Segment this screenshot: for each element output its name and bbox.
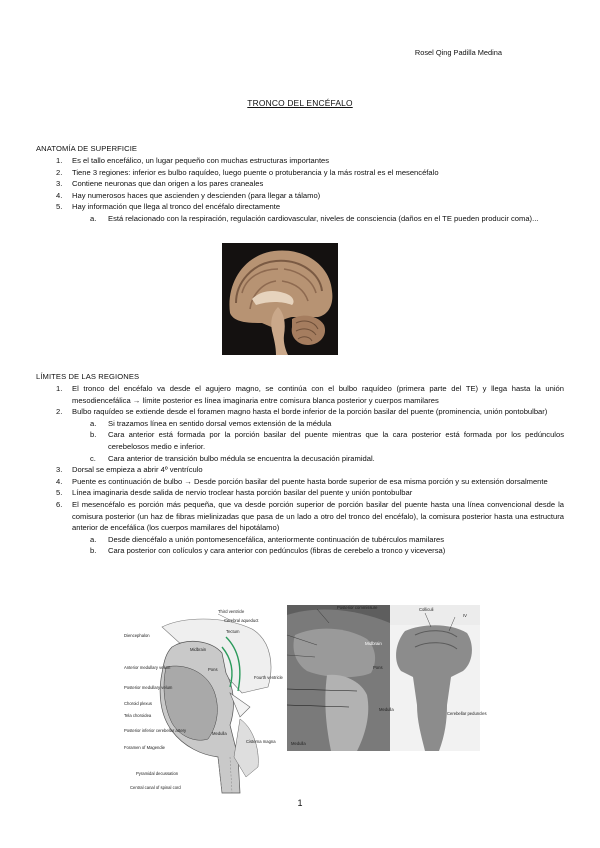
label-pons-photo: Pons (373, 665, 383, 670)
list-item: 6. El mesencéfalo es porción más pequeña, que va desde porción superior de porción basilar del puente hasta una línea convencional desde la comisura posterior (un haz de fibras mielinizadas que pasa de un lado a otro del tronco del encéfalo), la comisura posterior hasta una estructura anterior de encefálica (los cuerpos mamilares del hipotálamo) (56, 499, 564, 533)
label-posterior-medullary-velum: Posterior medullary velum (124, 685, 173, 690)
list-item: 1. Es el tallo encefálico, un lugar pequeño con muchas estructuras importantes (56, 156, 330, 165)
label-diencephalon: Diencephalon (124, 633, 150, 638)
sub-list-item: c. Cara anterior de transición bulbo médula se encuentra la decusación piramidal. (90, 453, 375, 463)
list-item: 3. Dorsal se empieza a abrir 4º ventrículo (56, 465, 203, 475)
brain-sagittal-photo (222, 243, 338, 355)
label-cerebellar-peduncles: Cerebellar peduncles (447, 711, 487, 716)
brainstem-sagittal-diagram (122, 607, 283, 793)
sub-list-item: b. Cara posterior con colículos y cara anterior con pedúnculos (fibras de cerebelo a tronco y viceversa) (90, 546, 446, 556)
limites-list (56, 383, 564, 557)
label-anterior-medullary-velum: Anterior medullary velum (124, 665, 171, 670)
label-fourth-ventricle: Fourth ventricle (254, 675, 283, 680)
page-title: TRONCO DEL ENCÉFALO (247, 98, 353, 108)
sub-list-item: a. Está relacionado con la respiración, regulación cardiovascular, niveles de consciencia (daños en el TE pueden producir coma)... (90, 213, 539, 223)
sub-list-item: a. Desde diencéfalo a unión pontomesencefálica, anteriormente continuación de tubérculos mamilares (90, 534, 445, 544)
label-pons: Pons (208, 667, 218, 672)
list-item: 5. Hay información que llega al tronco del encéfalo directamente (56, 202, 281, 212)
anatomia-list (56, 155, 564, 225)
label-medulla-photo-center: Medulla (379, 707, 394, 712)
list-item: 1. El tronco del encéfalo va desde el agujero magno, se continúa con el bulbo raquídeo (primera parte del TE) y llega hasta la unión mesodiencefálica → límite posterior es línea imaginaria entre comisura blanca posterior y cuerpos mamilares (56, 384, 564, 405)
label-central-canal: Central canal of spinal cord (130, 785, 181, 790)
label-cerebral-aqueduct: Cerebral aqueduct (224, 618, 259, 623)
label-pica: Posterior inferior cerebellar artery (124, 728, 187, 733)
label-foramen-magendie: Foramen of Magendie (124, 745, 165, 750)
sub-list-item: a. Si trazamos línea en sentido dorsal vemos extensión de la médula (90, 418, 332, 428)
list-item: 2. Tiene 3 regiones: inferior es bulbo raquídeo, luego puente o protuberancia y la más rostral es el mesencéfalo (56, 167, 439, 177)
list-item: 5. Línea imaginaria desde salida de nervio troclear hasta porción basilar del puente y unión pontobulbar (56, 488, 413, 498)
brainstem-photographs (287, 605, 487, 751)
label-tectum: Tectum (226, 629, 240, 634)
section-heading-anatomia: ANATOMÍA DE SUPERFICIE (36, 144, 138, 153)
label-iv: IV (463, 613, 467, 618)
list-item: 4. Puente es continuación de bulbo → Desde porción basilar del puente hasta borde superior de esa misma porción y su extensión dorsalmente (56, 476, 548, 486)
list-item: 3. Contiene neuronas que dan origen a los pares craneales (56, 179, 264, 189)
label-pyramidal-decussation: Pyramidal decussation (136, 771, 179, 776)
label-tela-choroidea: Tela choroidea (124, 713, 152, 718)
label-midbrain: Midbrain (190, 647, 207, 652)
label-midbrain-photo: Midbrain (365, 641, 382, 646)
author-name: Rosel Qing Padilla Medina (414, 48, 502, 57)
label-medulla-photo-left: Medulla (291, 741, 306, 746)
label-cisterna-magna: Cisterna magna (246, 739, 276, 744)
page-number: 1 (297, 798, 303, 808)
label-colliculi: Colliculi (419, 607, 434, 612)
label-posterior-commissure: Posterior commissure (337, 605, 378, 610)
label-third-ventricle: Third ventricle (218, 609, 245, 614)
label-medulla: Medulla (212, 731, 227, 736)
section-heading-limites: LÍMITES DE LAS REGIONES (36, 372, 140, 381)
list-item: 4. Hay numerosos haces que ascienden y descienden (para llegar a tálamo) (56, 190, 321, 200)
list-item: 2. Bulbo raquídeo se extiende desde el foramen magno hasta el borde inferior de la porción basilar del puente (prominencia, unión pontobulbar) (56, 407, 548, 417)
label-choroid-plexus: Choroid plexus (124, 701, 152, 706)
sub-list-item: b. Cara anterior está formada por la porción basilar del puente mientras que la cara posterior está formada por los pedúnculos cerebelosos medio e inferior. (90, 430, 564, 451)
